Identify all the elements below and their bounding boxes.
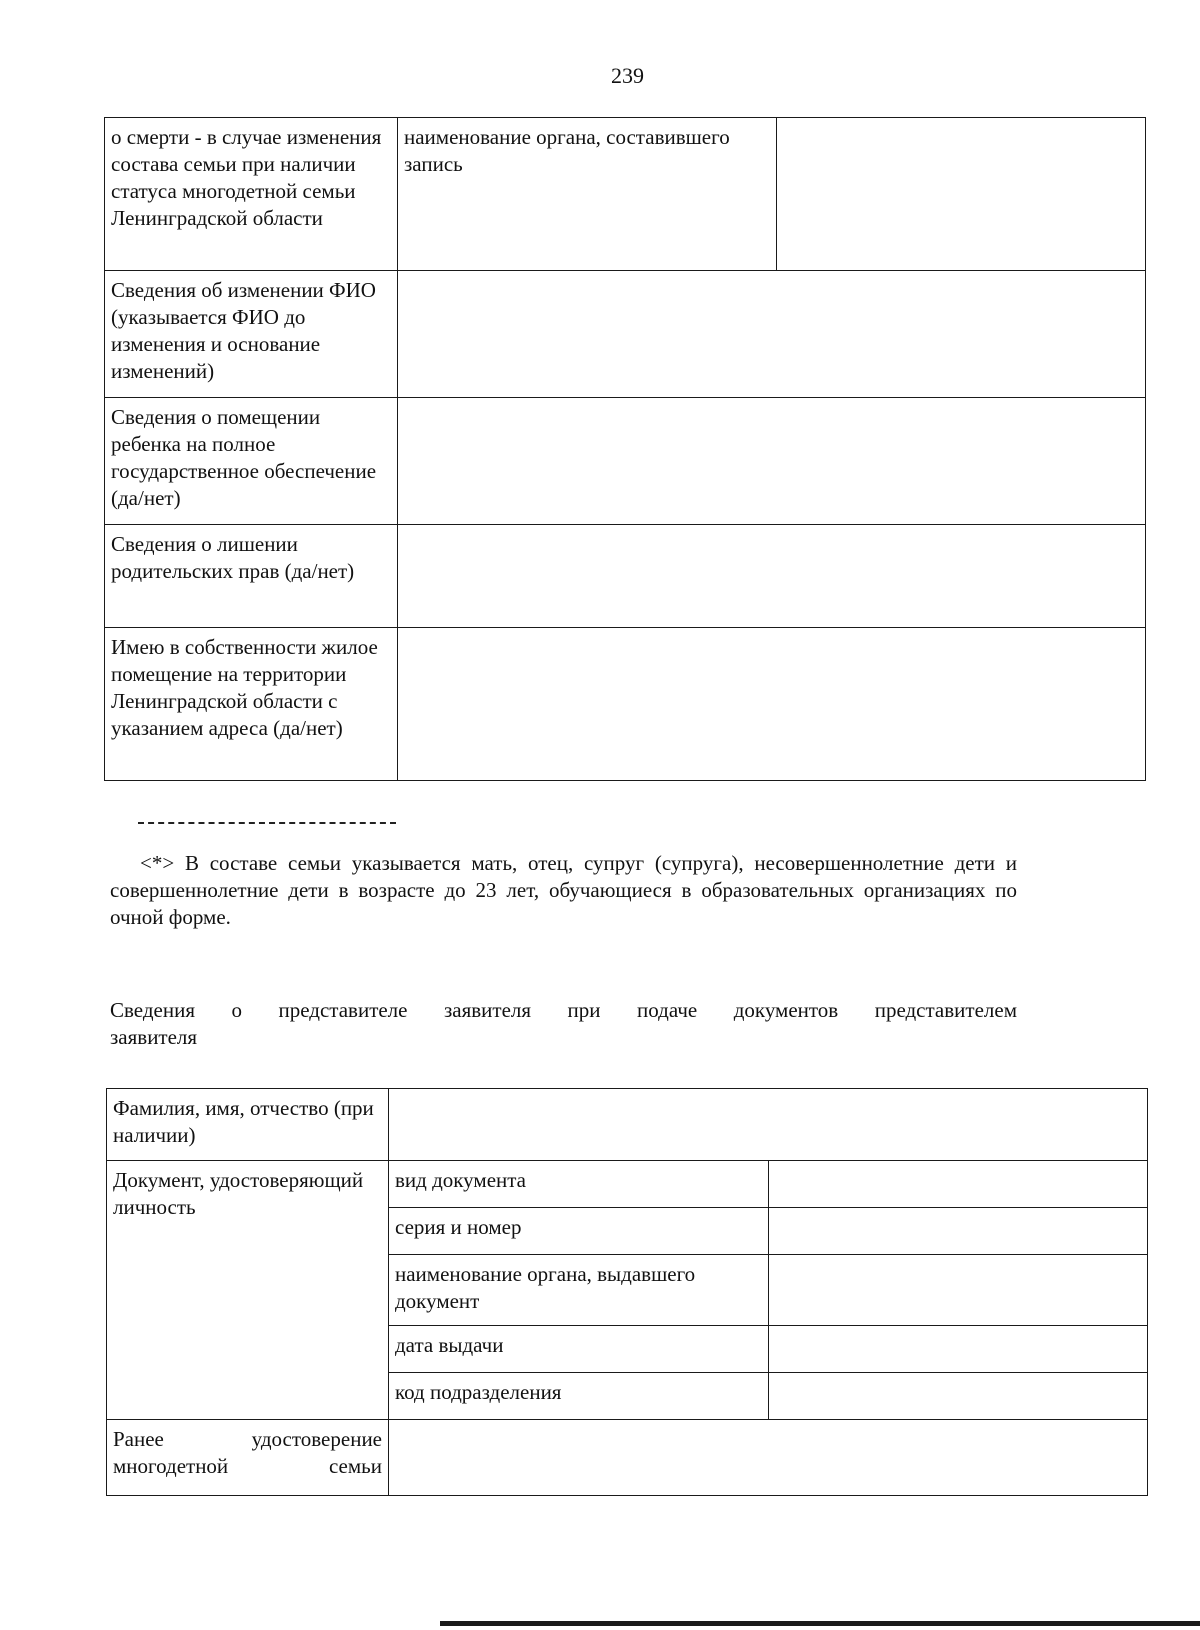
property-ownership-label: Имею в собственности жилое помещение на территории Ленинградской области с указанием адреса (да/нет) xyxy=(105,628,398,781)
full-name-field[interactable] xyxy=(389,1089,1148,1161)
footnote-separator xyxy=(138,822,396,824)
table-row xyxy=(107,1161,1148,1208)
previous-certificate-field[interactable] xyxy=(389,1420,1148,1496)
series-number-field[interactable] xyxy=(768,1208,1148,1255)
table-row xyxy=(105,525,1146,628)
state-care-field[interactable] xyxy=(398,398,1146,525)
division-code-label: код подразделения xyxy=(389,1373,769,1420)
previous-certificate-label: Ранее удостоверение многодетной семьи xyxy=(107,1420,389,1496)
representative-table xyxy=(106,1088,1148,1496)
document-type-field[interactable] xyxy=(768,1161,1148,1208)
issuing-authority-label: наименование органа, выдавшего документ xyxy=(389,1255,769,1326)
issue-date-field[interactable] xyxy=(768,1326,1148,1373)
name-change-label: Сведения об изменении ФИО (указывается ФИО до изменения и основание изменений) xyxy=(105,271,398,398)
issue-date-label: дата выдачи xyxy=(389,1326,769,1373)
heading-line-1: Сведения о представителе заявителя при подаче документов представителем xyxy=(110,998,1017,1022)
table-row xyxy=(107,1089,1148,1161)
family-info-table xyxy=(104,117,1146,781)
division-code-field[interactable] xyxy=(768,1373,1148,1420)
footnote-text: <*> В составе семьи указывается мать, отец, супруг (супруга), несовершеннолетние дети и совершеннолетние дети в возрасте до 23 лет, обучающиеся в образовательных организациях по очной форме. xyxy=(110,851,1017,929)
state-care-label: Сведения о помещении ребенка на полное государственное обеспечение (да/нет) xyxy=(105,398,398,525)
issuing-authority-field[interactable] xyxy=(768,1255,1148,1326)
page-number: 239 xyxy=(611,63,644,88)
death-record-label: о смерти - в случае изменения состава семьи при наличии статуса многодетной семьи Ленинградской области xyxy=(105,118,398,271)
representative-section-heading xyxy=(110,997,1017,1051)
full-name-label: Фамилия, имя, отчество (при наличии) xyxy=(107,1089,389,1161)
scan-bottom-edge xyxy=(440,1621,1200,1626)
property-ownership-field[interactable] xyxy=(398,628,1146,781)
series-number-label: серия и номер xyxy=(389,1208,769,1255)
id-document-label: Документ, удостоверяющий личность xyxy=(107,1161,389,1420)
record-authority-field[interactable] xyxy=(777,118,1146,271)
table-row xyxy=(105,271,1146,398)
document-type-label: вид документа xyxy=(389,1161,769,1208)
table-row xyxy=(105,628,1146,781)
heading-line-2: заявителя xyxy=(110,1025,198,1049)
parental-rights-label: Сведения о лишении родительских прав (да/нет) xyxy=(105,525,398,628)
name-change-field[interactable] xyxy=(398,271,1146,398)
record-authority-label: наименование органа, составившего запись xyxy=(398,118,777,271)
table-row xyxy=(107,1420,1148,1496)
table-row xyxy=(105,398,1146,525)
parental-rights-field[interactable] xyxy=(398,525,1146,628)
table-row xyxy=(105,118,1146,271)
